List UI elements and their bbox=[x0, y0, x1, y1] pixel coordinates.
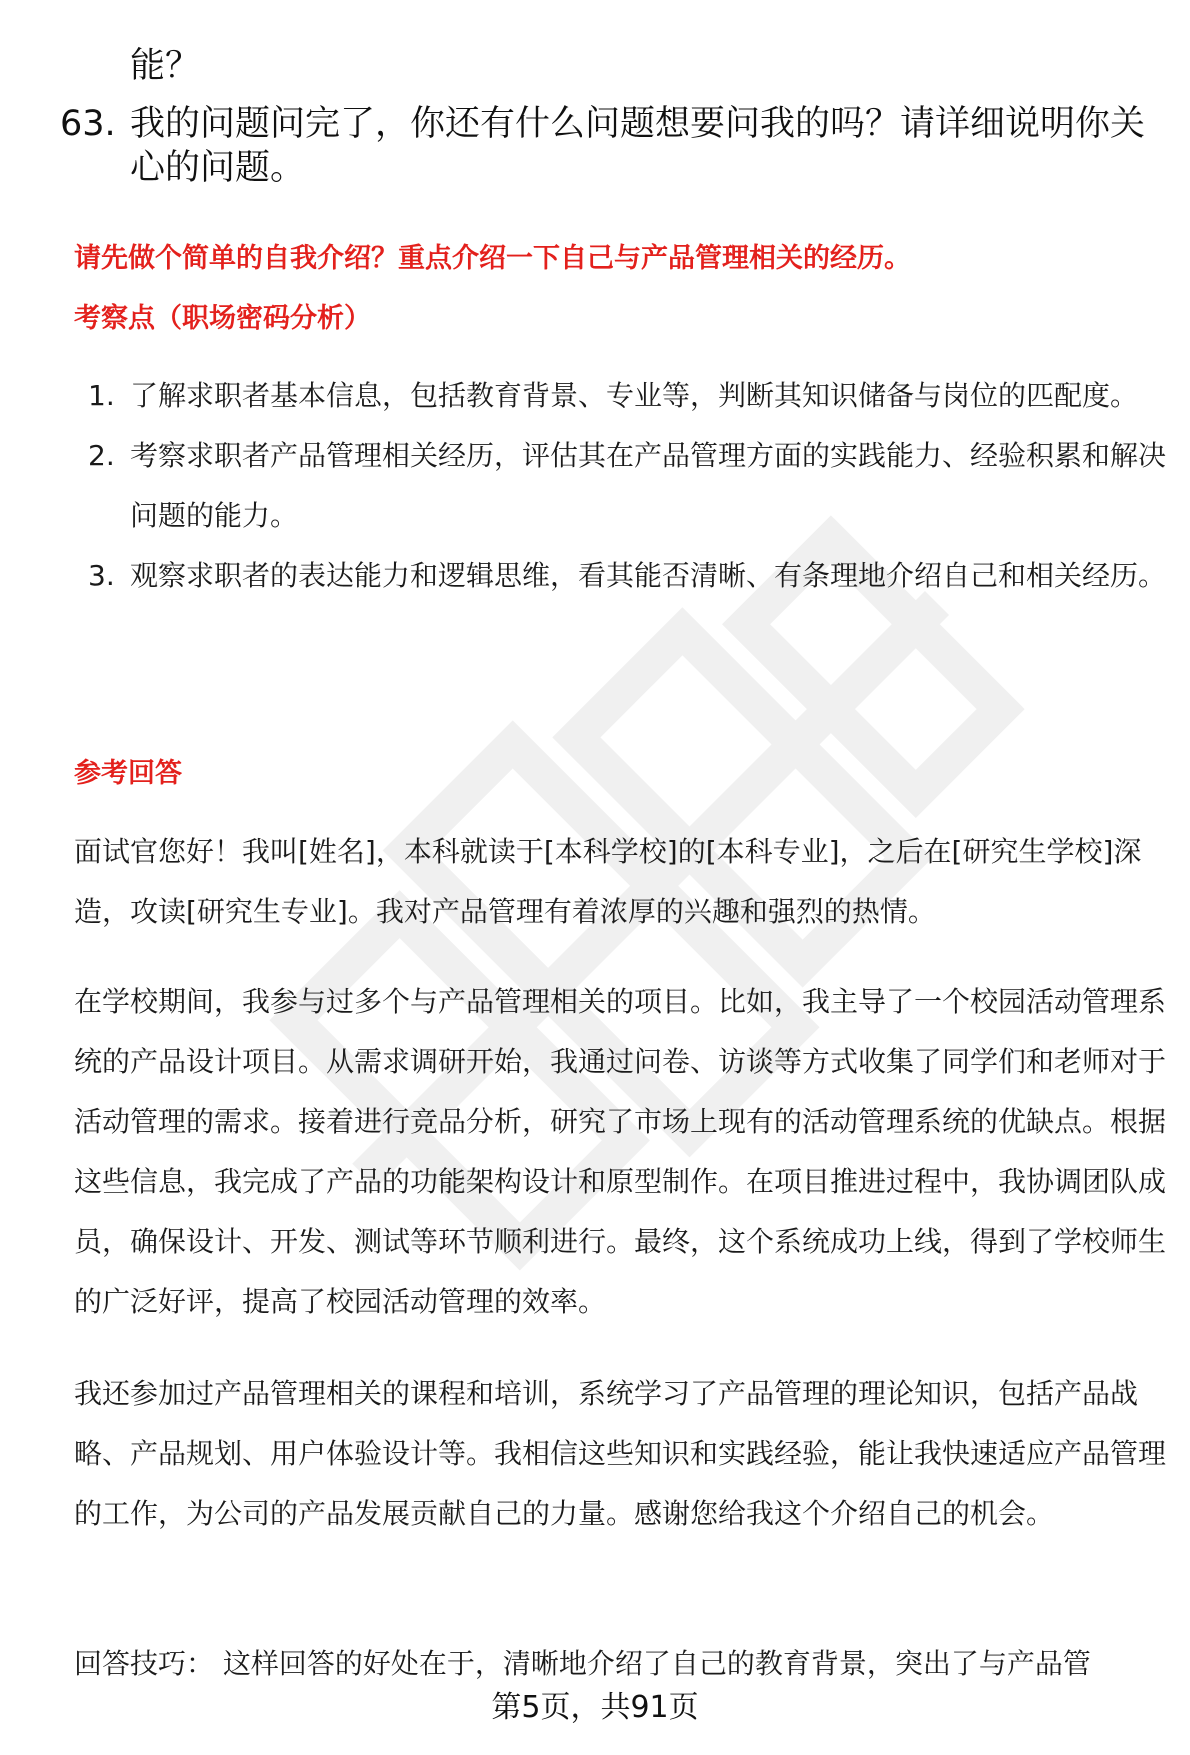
analysis-item bbox=[88, 426, 1170, 546]
page-number-footer: 第5页，共91页 bbox=[491, 1690, 699, 1725]
section-question-heading: 请先做个简单的自我介绍？重点介绍一下自己与产品管理相关的经历。 bbox=[74, 243, 911, 274]
analysis-item-number: 1. bbox=[88, 379, 115, 412]
analysis-heading: 考察点（职场密码分析） bbox=[74, 303, 371, 334]
analysis-item-number: 3. bbox=[88, 559, 115, 592]
previous-question-tail: 能？ bbox=[130, 46, 201, 86]
answer-paragraph: 在学校期间，我参与过多个与产品管理相关的项目。比如，我主导了一个校园活动管理系统的产品设计项目。从需求调研开始，我通过问卷、访谈等方式收集了同学们和老师对于活动管理的需求。接着进行竞品分析，研究了市场上现有的活动管理系统的优缺点。根据这些信息，我完成了产品的功能架构设计和原型制作。在项目推进过程中，我协调团队成员，确保设计、开发、测试等环节顺利进行。最终，这个系统成功上线，得到了学校师生的广泛好评，提高了校园活动管理的效率。 bbox=[74, 985, 1167, 1318]
analysis-item-number: 2. bbox=[88, 439, 115, 472]
question-text: 我的问题问完了，你还有什么问题想要问我的吗？请详细说明你关心的问题。 bbox=[130, 104, 1146, 188]
analysis-item-text: 观察求职者的表达能力和逻辑思维，看其能否清晰、有条理地介绍自己和相关经历。 bbox=[130, 559, 1167, 592]
reference-answer-heading: 参考回答 bbox=[74, 758, 182, 789]
answer-paragraph: 我还参加过产品管理相关的课程和培训，系统学习了产品管理的理论知识，包括产品战略、产品规划、用户体验设计等。我相信这些知识和实践经验，能让我快速适应产品管理的工作，为公司的产品发展贡献自己的力量。感谢您给我这个介绍自己的机会。 bbox=[74, 1377, 1167, 1530]
analysis-item bbox=[88, 546, 1170, 606]
answer-paragraph: 面试官您好！我叫[姓名]，本科就读于[本科学校]的[本科专业]，之后在[研究生学校]深造，攻读[研究生专业]。我对产品管理有着浓厚的兴趣和强烈的热情。 bbox=[74, 835, 1142, 928]
analysis-item-text: 了解求职者基本信息，包括教育背景、专业等，判断其知识储备与岗位的匹配度。 bbox=[130, 379, 1139, 412]
analysis-item bbox=[88, 366, 1170, 426]
analysis-list bbox=[88, 366, 1170, 606]
question-63 bbox=[60, 102, 1170, 190]
analysis-item-text: 考察求职者产品管理相关经历，评估其在产品管理方面的实践能力、经验积累和解决问题的能力。 bbox=[130, 439, 1167, 532]
answer-tip-paragraph: 回答技巧： 这样回答的好处在于，清晰地介绍了自己的教育背景，突出了与产品管 bbox=[74, 1647, 1091, 1680]
question-number: 63. bbox=[60, 104, 116, 144]
